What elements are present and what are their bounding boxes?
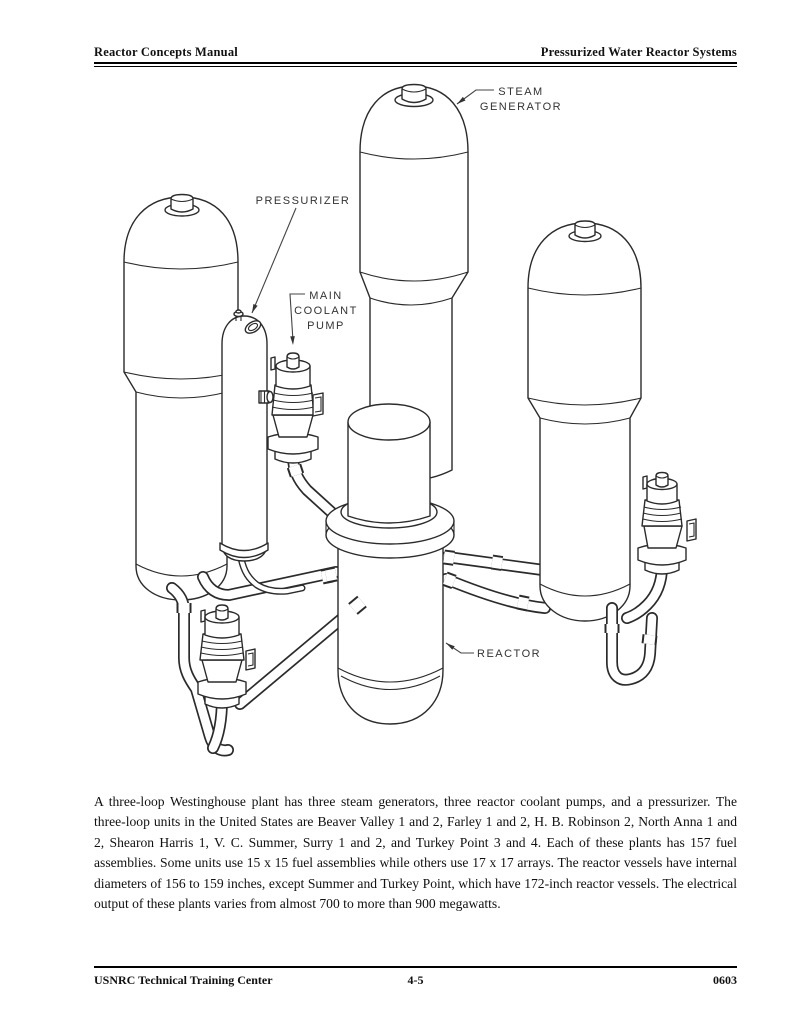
label-steam-generator — [457, 86, 562, 113]
main-coolant-pump-label-line1: MAIN — [309, 290, 343, 302]
steam-generator-left — [124, 195, 238, 601]
main-coolant-pump-label-line3: PUMP — [307, 320, 345, 332]
reactor-label: REACTOR — [477, 648, 542, 660]
page-footer — [94, 973, 737, 988]
coolant-pump-center — [268, 353, 340, 520]
footer-rule — [94, 966, 737, 968]
steam-generator-label-line1: STEAM — [498, 86, 544, 98]
coolant-pump-right — [627, 473, 696, 619]
body-paragraph: A three-loop Westinghouse plant has three steam generators, three reactor coolant pumps, and a pressurizer. The three-loop units in the United States are Beaver Valley 1 and 2, Farley 1 and 2, H. B. Robinson 2, North Anna 1 and 2, Shearon Harris 1, V. C. Summer, Surry 1 and 2, and Turkey Point 3 and 4. Each of these plants has 157 fuel assemblies. Some units use 15 x 15 fuel assemblies while others use 17 x 17 arrays. The reactor vessels have internal diameters of 156 to 159 inches, except Summer and Turkey Point, which have 172-inch reactor vessels. The electrical output of these plants varies from almost 700 to more than 900 megawatts. — [94, 793, 737, 912]
main-coolant-pump-label-line2: COOLANT — [294, 305, 358, 317]
footer-right: 0603 — [712, 973, 737, 987]
header-right: Pressurized Water Reactor Systems — [540, 45, 737, 59]
footer-left: USNRC Technical Training Center — [94, 973, 273, 987]
steam-generator-label-line2: GENERATOR — [479, 101, 563, 113]
label-main-coolant-pump — [290, 290, 358, 345]
pressurizer-label: PRESSURIZER — [255, 195, 351, 207]
header-left: Reactor Concepts Manual — [94, 45, 238, 59]
label-reactor — [446, 643, 541, 660]
steam-generator-right — [528, 221, 641, 621]
footer-page-number: 4-5 — [407, 973, 424, 987]
